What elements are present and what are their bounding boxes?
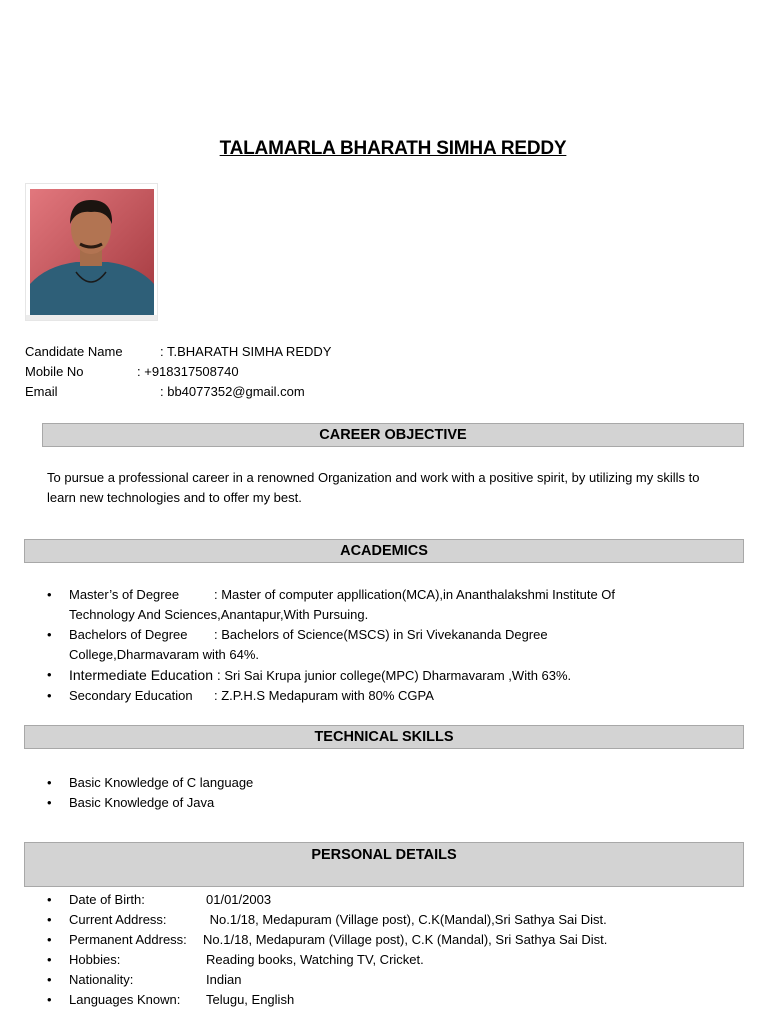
list-item: • Hobbies: Reading books, Watching TV, Cricket. (47, 950, 687, 970)
academics-list (47, 585, 667, 706)
list-item: • Current Address: No.1/18, Medapuram (Village post), C.K(Mandal),Sri Sathya Sai Dist. (47, 910, 687, 930)
section-personal-details: PERSONAL DETAILS (24, 842, 744, 887)
email-label: Email (25, 384, 58, 399)
person-photo-icon (26, 184, 157, 320)
email-value: : bb4077352@gmail.com (160, 384, 305, 399)
list-item: • Basic Knowledge of Java (47, 793, 667, 813)
list-item: • Secondary Education : Z.P.H.S Medapuram with 80% CGPA (47, 686, 667, 706)
skills-list (47, 773, 667, 813)
list-item: • Master’s of Degree : Master of computer appllication(MCA),in Ananthalakshmi Institute Of Technology And Sciences,Anantapur,With Pursuing. (47, 585, 667, 625)
email-row (25, 382, 305, 402)
section-career-objective: CAREER OBJECTIVE (42, 423, 744, 447)
list-item: • Nationality: Indian (47, 970, 687, 990)
list-item: • Permanent Address: No.1/18, Medapuram (Village post), C.K (Mandal), Sri Sathya Sai Dist. (47, 930, 687, 950)
candidate-name-row (25, 342, 331, 362)
profile-photo (25, 183, 158, 321)
section-technical-skills: TECHNICAL SKILLS (24, 725, 744, 749)
career-objective-text: To pursue a professional career in a renowned Organization and work with a positive spirit, by utilizing my skills to learn new technologies and to offer my best. (47, 470, 700, 505)
page-title: TALAMARLA BHARATH SIMHA REDDY (219, 138, 567, 159)
list-item: • Date of Birth: 01/01/2003 (47, 890, 687, 910)
list-item: • Bachelors of Degree : Bachelors of Science(MSCS) in Sri Vivekananda Degree College,Dharmavaram with 64%. (47, 625, 667, 665)
mobile-label: Mobile No (25, 364, 84, 379)
candidate-name-label: Candidate Name (25, 344, 123, 359)
candidate-name-value: : T.BHARATH SIMHA REDDY (160, 344, 332, 359)
list-item: • Languages Known: Telugu, English (47, 990, 687, 1010)
personal-details-list (47, 890, 687, 1010)
mobile-value: : +918317508740 (137, 364, 239, 379)
section-academics: ACADEMICS (24, 539, 744, 563)
list-item: • Basic Knowledge of C language (47, 773, 667, 793)
mobile-row (25, 362, 239, 382)
list-item: • Intermediate Education : Sri Sai Krupa junior college(MPC) Dharmavaram ,With 63%. (47, 665, 667, 686)
